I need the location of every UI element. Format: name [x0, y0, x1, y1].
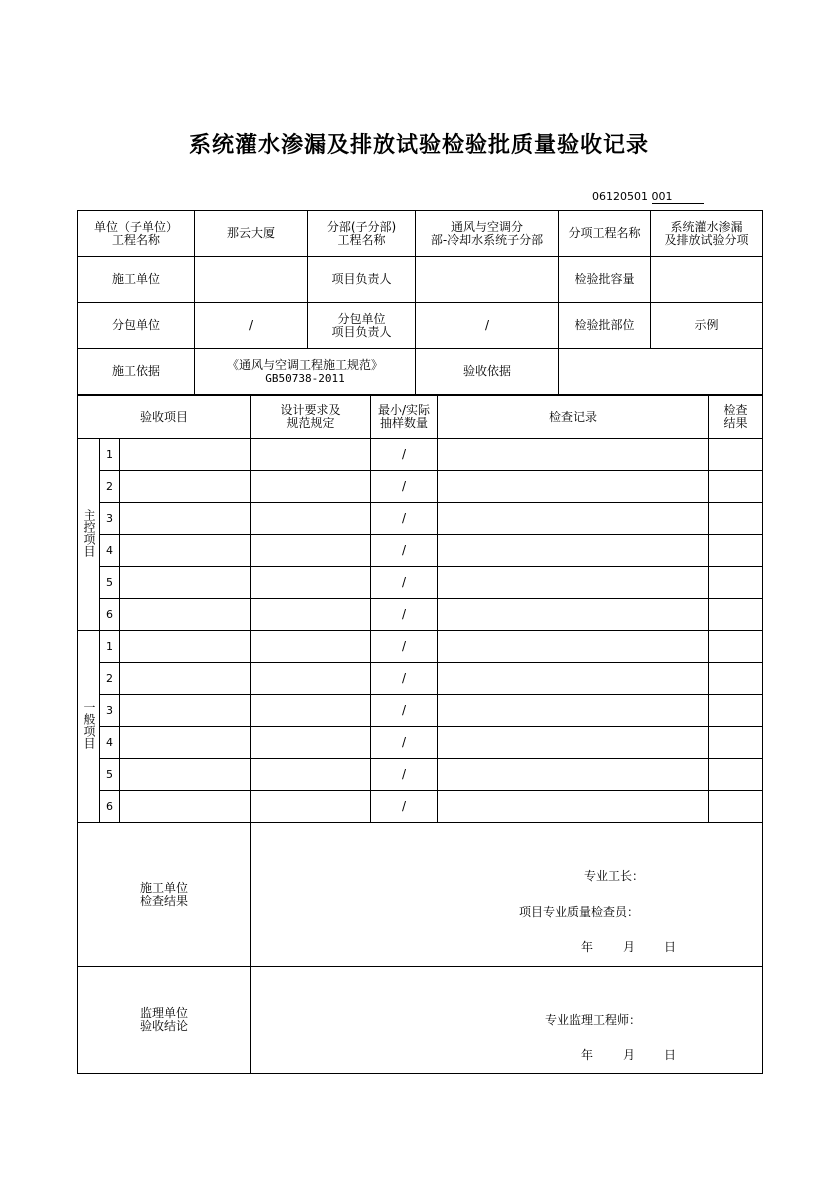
item-value[interactable]	[651, 211, 763, 257]
result-cell[interactable]	[709, 695, 763, 727]
construction-check-label	[78, 823, 251, 967]
result-cell[interactable]	[709, 503, 763, 535]
basis-value[interactable]	[195, 349, 416, 395]
result-cell[interactable]	[709, 727, 763, 759]
record-cell[interactable]	[438, 471, 709, 503]
header-result-line1: 检查	[723, 403, 748, 417]
construction-day: 日	[664, 940, 677, 954]
record-code	[592, 190, 704, 204]
subcontractor-label: 分包单位	[78, 303, 195, 349]
construction-check-label-line2: 检查结果	[140, 893, 189, 908]
sub-value-line1: 通风与空调分	[450, 219, 523, 234]
inspection-table	[77, 395, 763, 1074]
header-design-line2: 规范规定	[286, 416, 335, 430]
accept-basis-label: 验收依据	[416, 349, 559, 395]
table-row	[78, 503, 763, 535]
header-sample-line1: 最小/实际	[378, 403, 431, 417]
row-number: 6	[100, 599, 120, 631]
item-value-line1: 系统灌水渗漏	[670, 219, 743, 234]
table-row	[78, 727, 763, 759]
sub-label-line1: 分部(子分部)	[326, 219, 397, 234]
row-number: 2	[100, 663, 120, 695]
record-cell[interactable]	[438, 503, 709, 535]
record-cell[interactable]	[438, 663, 709, 695]
row-number: 1	[100, 631, 120, 663]
item-cell[interactable]	[120, 535, 251, 567]
general-rows	[78, 631, 763, 823]
sub-manager-label	[308, 303, 416, 349]
row-number: 3	[100, 503, 120, 535]
row-number: 4	[100, 535, 120, 567]
row-number: 6	[100, 791, 120, 823]
row-number: 5	[100, 567, 120, 599]
sub-manager-value[interactable]: /	[416, 303, 559, 349]
sub-value[interactable]	[416, 211, 559, 257]
item-cell[interactable]	[120, 663, 251, 695]
table-row	[78, 439, 763, 471]
sample-cell[interactable]: /	[371, 471, 438, 503]
header-sample-line2: 抽样数量	[380, 416, 429, 430]
sample-cell[interactable]: /	[371, 759, 438, 791]
manager-value[interactable]	[416, 257, 559, 303]
construction-year: 年	[581, 940, 594, 954]
capacity-label: 检验批容量	[559, 257, 651, 303]
basis-value-line2: GB50738-2011	[265, 371, 345, 385]
item-cell[interactable]	[120, 503, 251, 535]
record-cell[interactable]	[438, 695, 709, 727]
result-cell[interactable]	[709, 599, 763, 631]
main-control-rows	[78, 439, 763, 631]
construction-month: 月	[623, 940, 636, 954]
item-cell[interactable]	[120, 567, 251, 599]
sub-manager-label-line2: 项目负责人	[331, 324, 392, 339]
item-cell[interactable]	[120, 759, 251, 791]
supervision-check-label-line1: 监理单位	[140, 1006, 189, 1020]
design-cell[interactable]	[251, 535, 371, 567]
row-number: 4	[100, 727, 120, 759]
sub-label	[308, 211, 416, 257]
part-label: 检验批部位	[559, 303, 651, 349]
item-label: 分项工程名称	[559, 211, 651, 257]
table-row	[78, 695, 763, 727]
table-row	[78, 791, 763, 823]
record-cell[interactable]	[438, 599, 709, 631]
general-group	[78, 631, 100, 823]
supervision-check-label	[78, 967, 251, 1074]
row-number: 5	[100, 759, 120, 791]
supervision-month: 月	[623, 1048, 636, 1062]
supervision-check-label-line2: 验收结论	[140, 1019, 189, 1033]
design-cell[interactable]	[251, 727, 371, 759]
header-result	[709, 396, 763, 439]
record-cell[interactable]	[438, 567, 709, 599]
foreman-label: 专业工长：	[584, 869, 645, 883]
table-row	[78, 599, 763, 631]
header-record: 检查记录	[438, 396, 709, 439]
basis-label: 施工依据	[78, 349, 195, 395]
sample-cell[interactable]: /	[371, 631, 438, 663]
sample-cell[interactable]: /	[371, 695, 438, 727]
inspector-label: 项目专业质量检查员：	[519, 905, 640, 919]
accept-basis-value[interactable]	[559, 349, 763, 395]
sample-cell[interactable]: /	[371, 791, 438, 823]
supervision-year: 年	[581, 1048, 594, 1062]
record-cell[interactable]	[438, 727, 709, 759]
item-cell[interactable]	[120, 695, 251, 727]
table-row	[78, 631, 763, 663]
sub-manager-label-line1: 分包单位	[337, 311, 386, 326]
item-cell[interactable]	[120, 727, 251, 759]
record-cell[interactable]	[438, 439, 709, 471]
row-number: 1	[100, 439, 120, 471]
item-cell[interactable]	[120, 631, 251, 663]
table-row	[78, 567, 763, 599]
info-table	[77, 210, 763, 395]
design-cell[interactable]	[251, 567, 371, 599]
item-cell[interactable]	[120, 471, 251, 503]
unit-label	[78, 211, 195, 257]
design-cell[interactable]	[251, 439, 371, 471]
construction-check-label-line1: 施工单位	[140, 880, 189, 895]
result-cell[interactable]	[709, 439, 763, 471]
sub-label-line2: 工程名称	[337, 232, 386, 247]
header-item: 验收项目	[78, 396, 251, 439]
capacity-value[interactable]	[651, 257, 763, 303]
item-value-line2: 及排放试验分项	[664, 232, 749, 247]
manager-label: 项目负责人	[308, 257, 416, 303]
result-cell[interactable]	[709, 567, 763, 599]
main-control-group	[78, 439, 100, 631]
design-cell[interactable]	[251, 759, 371, 791]
result-cell[interactable]	[709, 471, 763, 503]
sample-cell[interactable]: /	[371, 439, 438, 471]
unit-value[interactable]: 那云大厦	[195, 211, 308, 257]
page-title: 系统灌水渗漏及排放试验检验批质量验收记录	[188, 132, 649, 158]
design-cell[interactable]	[251, 663, 371, 695]
main-control-group-text: 主控项目	[82, 509, 96, 557]
record-cell[interactable]	[438, 791, 709, 823]
design-cell[interactable]	[251, 631, 371, 663]
result-cell[interactable]	[709, 535, 763, 567]
constructor-label: 施工单位	[78, 257, 195, 303]
table-row	[78, 471, 763, 503]
design-cell[interactable]	[251, 471, 371, 503]
result-cell[interactable]	[709, 631, 763, 663]
row-number: 3	[100, 695, 120, 727]
result-cell[interactable]	[709, 663, 763, 695]
sample-cell[interactable]: /	[371, 535, 438, 567]
unit-label-line2: 工程名称	[111, 232, 160, 247]
table-row	[78, 663, 763, 695]
item-cell[interactable]	[120, 791, 251, 823]
record-cell[interactable]	[438, 535, 709, 567]
unit-label-line1: 单位（子单位）	[93, 219, 178, 234]
header-result-line2: 结果	[723, 416, 748, 430]
row-number: 2	[100, 471, 120, 503]
design-cell[interactable]	[251, 599, 371, 631]
table-row	[78, 535, 763, 567]
sub-value-line2: 部-冷却水系统子分部	[430, 232, 544, 247]
basis-value-line1: 《通风与空调工程施工规范》	[226, 357, 383, 372]
sample-cell[interactable]: /	[371, 663, 438, 695]
subcontractor-value[interactable]: /	[195, 303, 308, 349]
general-group-text: 一般项目	[82, 701, 96, 749]
design-cell[interactable]	[251, 695, 371, 727]
header-sample	[371, 396, 438, 439]
supervision-check-area[interactable]	[251, 967, 763, 1074]
supervision-day: 日	[664, 1048, 677, 1062]
result-cell[interactable]	[709, 759, 763, 791]
item-cell[interactable]	[120, 599, 251, 631]
design-cell[interactable]	[251, 503, 371, 535]
header-design	[251, 396, 371, 439]
record-cell[interactable]	[438, 631, 709, 663]
sample-cell[interactable]: /	[371, 727, 438, 759]
record-cell[interactable]	[438, 759, 709, 791]
code-suffix: 001	[652, 190, 704, 204]
code-prefix: 06120501	[592, 190, 648, 203]
table-row	[78, 759, 763, 791]
engineer-label: 专业监理工程师：	[545, 1013, 642, 1027]
part-value[interactable]: 示例	[651, 303, 763, 349]
result-cell[interactable]	[709, 791, 763, 823]
sample-cell[interactable]: /	[371, 503, 438, 535]
sample-cell[interactable]: /	[371, 567, 438, 599]
sample-cell[interactable]: /	[371, 599, 438, 631]
construction-check-area[interactable]	[251, 823, 763, 967]
constructor-value[interactable]	[195, 257, 308, 303]
item-cell[interactable]	[120, 439, 251, 471]
header-design-line1: 设计要求及	[280, 403, 341, 417]
design-cell[interactable]	[251, 791, 371, 823]
